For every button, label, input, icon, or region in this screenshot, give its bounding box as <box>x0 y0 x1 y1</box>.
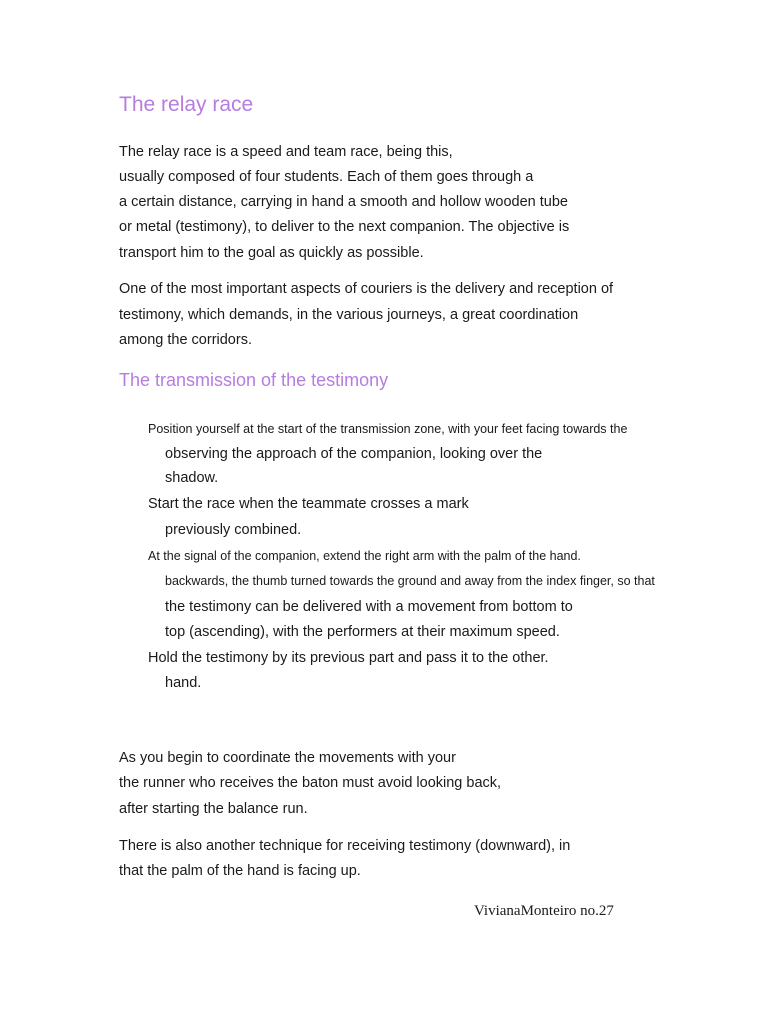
aspect-line: testimony, which demands, in the various journeys, a great coordination <box>119 307 579 323</box>
bullet-continuation: previously combined. <box>165 522 302 538</box>
coord-line: the runner who receives the baton must avoid looking back, <box>119 775 502 791</box>
intro-line: or metal (testimony), to deliver to the next companion. The objective is <box>119 219 570 235</box>
bullet-item <box>143 548 581 563</box>
technique-line: There is also another technique for receiving testimony (downward), in <box>119 838 571 854</box>
bullet-text: Start the race when the teammate crosses a mark <box>148 496 469 512</box>
bullet-item <box>143 650 549 666</box>
bullet-text: At the signal of the companion, extend the right arm with the palm of the hand. <box>148 549 581 563</box>
bullet-continuation: the testimony can be delivered with a movement from bottom to <box>165 599 573 615</box>
intro-line: usually composed of four students. Each of them goes through a <box>119 169 534 185</box>
technique-line: that the palm of the hand is facing up. <box>119 863 361 879</box>
section-title: The transmission of the testimony <box>119 370 389 390</box>
aspect-line: among the corridors. <box>119 332 252 348</box>
bullet-continuation: shadow. <box>165 470 219 486</box>
bullet-continuation: backwards, the thumb turned towards the ground and away from the index finger, so that <box>165 574 655 588</box>
bullet-continuation: top (ascending), with the performers at their maximum speed. <box>165 624 560 640</box>
bullet-continuation: hand. <box>165 675 202 691</box>
page-title: The relay race <box>119 93 254 116</box>
bullet-text: Hold the testimony by its previous part and pass it to the other. <box>148 650 549 666</box>
signature: VivianaMonteiro no.27 <box>474 903 614 919</box>
intro-line: transport him to the goal as quickly as possible. <box>119 245 424 261</box>
bullet-text: Position yourself at the start of the transmission zone, with your feet facing towards the <box>148 422 628 436</box>
bullet-item <box>143 421 627 436</box>
bullet-continuation: observing the approach of the companion, looking over the <box>165 446 543 462</box>
bullet-item <box>143 496 469 512</box>
coord-line: after starting the balance run. <box>119 801 308 817</box>
coord-line: As you begin to coordinate the movements with your <box>119 750 456 766</box>
intro-line: The relay race is a speed and team race, being this, <box>119 144 453 160</box>
intro-line: a certain distance, carrying in hand a smooth and hollow wooden tube <box>119 194 568 210</box>
aspect-line: One of the most important aspects of couriers is the delivery and reception of <box>119 281 614 297</box>
